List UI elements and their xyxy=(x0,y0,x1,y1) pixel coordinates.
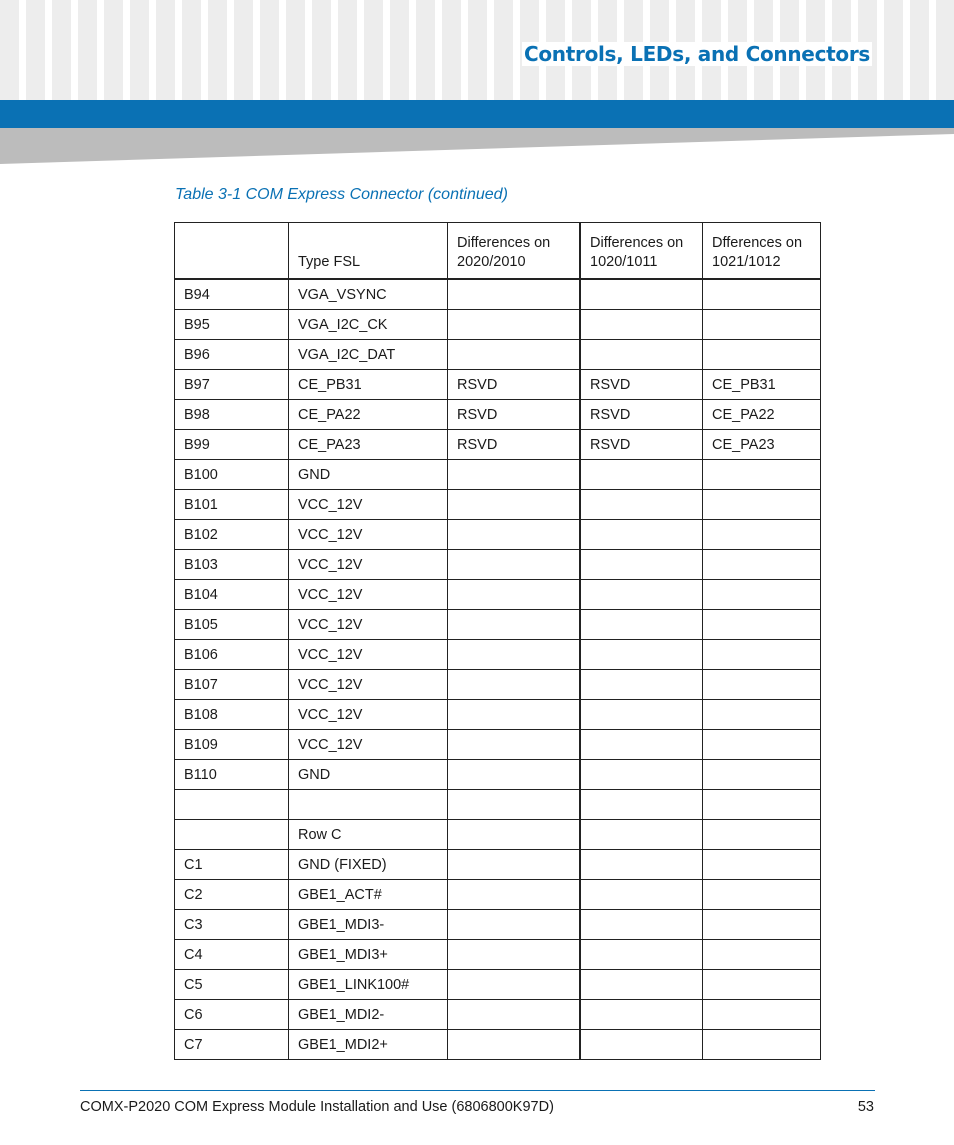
cell-pin: B107 xyxy=(175,670,289,700)
cell-diff-1020 xyxy=(580,490,703,520)
header-blue-bar xyxy=(0,100,954,128)
cell-type: VCC_12V xyxy=(289,640,448,670)
cell-type: VCC_12V xyxy=(289,670,448,700)
cell-diff-1021 xyxy=(703,820,821,850)
cell-diff-1020 xyxy=(580,730,703,760)
cell-diff-2020: RSVD xyxy=(448,430,581,460)
cell-pin: B94 xyxy=(175,279,289,310)
cell-type: CE_PA23 xyxy=(289,430,448,460)
table-row xyxy=(175,370,821,400)
cell-diff-1021 xyxy=(703,580,821,610)
cell-type: GND xyxy=(289,760,448,790)
cell-pin: C4 xyxy=(175,940,289,970)
cell-type: GBE1_MDI2+ xyxy=(289,1030,448,1060)
cell-diff-2020 xyxy=(448,640,581,670)
cell-diff-1020 xyxy=(580,910,703,940)
table-row xyxy=(175,430,821,460)
cell-diff-1020: RSVD xyxy=(580,430,703,460)
cell-diff-1020 xyxy=(580,640,703,670)
cell-diff-1021 xyxy=(703,910,821,940)
connector-table xyxy=(174,222,821,1060)
header-cell-diff-1020: Differences on 1020/1011 xyxy=(580,223,703,280)
cell-diff-2020 xyxy=(448,550,581,580)
cell-pin: B108 xyxy=(175,700,289,730)
cell-type: Row C xyxy=(289,820,448,850)
cell-pin: B97 xyxy=(175,370,289,400)
header-cell-diff-1021: Dfferences on 1021/1012 xyxy=(703,223,821,280)
cell-diff-1020: RSVD xyxy=(580,370,703,400)
cell-diff-1020 xyxy=(580,310,703,340)
cell-diff-2020: RSVD xyxy=(448,400,581,430)
footer-title: COMX-P2020 COM Express Module Installation and Use (6806800K97D) xyxy=(80,1099,554,1115)
cell-diff-1021 xyxy=(703,700,821,730)
table-row xyxy=(175,910,821,940)
table-row xyxy=(175,310,821,340)
cell-pin: B103 xyxy=(175,550,289,580)
cell-type: VCC_12V xyxy=(289,610,448,640)
cell-type: VCC_12V xyxy=(289,490,448,520)
cell-pin: B104 xyxy=(175,580,289,610)
cell-diff-1020 xyxy=(580,340,703,370)
table-row xyxy=(175,730,821,760)
cell-pin: B102 xyxy=(175,520,289,550)
cell-diff-2020: RSVD xyxy=(448,370,581,400)
table-row xyxy=(175,550,821,580)
cell-type: CE_PA22 xyxy=(289,400,448,430)
header-cell-type: Type FSL xyxy=(289,223,448,280)
cell-diff-1020 xyxy=(580,670,703,700)
cell-diff-2020 xyxy=(448,730,581,760)
cell-diff-1020 xyxy=(580,970,703,1000)
cell-diff-2020 xyxy=(448,310,581,340)
table-row xyxy=(175,400,821,430)
cell-diff-2020 xyxy=(448,279,581,310)
cell-diff-1020 xyxy=(580,940,703,970)
cell-diff-1021 xyxy=(703,670,821,700)
table-row xyxy=(175,1000,821,1030)
cell-type: VCC_12V xyxy=(289,580,448,610)
table-row xyxy=(175,670,821,700)
cell-pin: B109 xyxy=(175,730,289,760)
cell-diff-1020 xyxy=(580,880,703,910)
cell-diff-2020 xyxy=(448,580,581,610)
cell-pin: C7 xyxy=(175,1030,289,1060)
cell-pin xyxy=(175,820,289,850)
cell-diff-2020 xyxy=(448,490,581,520)
table-row xyxy=(175,520,821,550)
table-row xyxy=(175,610,821,640)
cell-type: GND xyxy=(289,460,448,490)
table-row xyxy=(175,970,821,1000)
cell-diff-1020 xyxy=(580,520,703,550)
cell-diff-1020 xyxy=(580,820,703,850)
table-row xyxy=(175,340,821,370)
cell-diff-1020 xyxy=(580,760,703,790)
cell-diff-1021 xyxy=(703,490,821,520)
cell-diff-1020 xyxy=(580,1030,703,1060)
cell-diff-1020: RSVD xyxy=(580,400,703,430)
cell-diff-1021: CE_PA22 xyxy=(703,400,821,430)
cell-type: VGA_I2C_CK xyxy=(289,310,448,340)
cell-diff-1021 xyxy=(703,279,821,310)
cell-pin: B95 xyxy=(175,310,289,340)
cell-diff-2020 xyxy=(448,670,581,700)
table-row xyxy=(175,760,821,790)
cell-type: VCC_12V xyxy=(289,700,448,730)
cell-diff-2020 xyxy=(448,520,581,550)
cell-pin: B110 xyxy=(175,760,289,790)
cell-diff-2020 xyxy=(448,700,581,730)
cell-diff-1021: CE_PB31 xyxy=(703,370,821,400)
cell-diff-1021 xyxy=(703,340,821,370)
cell-type: GBE1_MDI3- xyxy=(289,910,448,940)
cell-pin: C6 xyxy=(175,1000,289,1030)
table-row xyxy=(175,460,821,490)
cell-diff-2020 xyxy=(448,1030,581,1060)
cell-type: GBE1_ACT# xyxy=(289,880,448,910)
table-row xyxy=(175,279,821,310)
cell-diff-1021 xyxy=(703,640,821,670)
cell-pin: B98 xyxy=(175,400,289,430)
table-row xyxy=(175,790,821,820)
table-row xyxy=(175,880,821,910)
table-caption: Table 3-1 COM Express Connector (continued) xyxy=(175,186,508,203)
cell-diff-1020 xyxy=(580,850,703,880)
cell-diff-1020 xyxy=(580,790,703,820)
cell-diff-1020 xyxy=(580,460,703,490)
cell-pin: C5 xyxy=(175,970,289,1000)
cell-diff-1020 xyxy=(580,279,703,310)
cell-pin: C2 xyxy=(175,880,289,910)
footer-rule xyxy=(80,1090,875,1091)
cell-diff-2020 xyxy=(448,850,581,880)
cell-type: VGA_VSYNC xyxy=(289,279,448,310)
cell-pin: B100 xyxy=(175,460,289,490)
cell-diff-1021 xyxy=(703,1000,821,1030)
cell-type: GBE1_MDI2- xyxy=(289,1000,448,1030)
cell-diff-1021 xyxy=(703,1030,821,1060)
cell-pin xyxy=(175,790,289,820)
cell-diff-1021 xyxy=(703,520,821,550)
cell-pin: C3 xyxy=(175,910,289,940)
cell-diff-2020 xyxy=(448,970,581,1000)
cell-type: CE_PB31 xyxy=(289,370,448,400)
table-row xyxy=(175,850,821,880)
cell-diff-1021 xyxy=(703,940,821,970)
cell-diff-1021: CE_PA23 xyxy=(703,430,821,460)
cell-diff-1020 xyxy=(580,1000,703,1030)
cell-diff-1021 xyxy=(703,760,821,790)
table-row xyxy=(175,940,821,970)
cell-pin: B96 xyxy=(175,340,289,370)
cell-diff-1021 xyxy=(703,730,821,760)
cell-diff-1021 xyxy=(703,550,821,580)
cell-diff-1020 xyxy=(580,610,703,640)
cell-type: VCC_12V xyxy=(289,520,448,550)
table-row xyxy=(175,1030,821,1060)
cell-diff-1020 xyxy=(580,580,703,610)
cell-type: GND (FIXED) xyxy=(289,850,448,880)
cell-pin: B105 xyxy=(175,610,289,640)
cell-diff-2020 xyxy=(448,820,581,850)
cell-diff-2020 xyxy=(448,880,581,910)
cell-diff-1021 xyxy=(703,850,821,880)
cell-type: GBE1_LINK100# xyxy=(289,970,448,1000)
cell-pin: B101 xyxy=(175,490,289,520)
page-number: 53 xyxy=(857,1099,874,1115)
table-row xyxy=(175,580,821,610)
cell-diff-1020 xyxy=(580,550,703,580)
header-cell-diff-2020: Differences on 2020/2010 xyxy=(448,223,581,280)
table-row xyxy=(175,490,821,520)
table-row xyxy=(175,700,821,730)
table-row xyxy=(175,640,821,670)
cell-diff-2020 xyxy=(448,910,581,940)
cell-diff-1020 xyxy=(580,700,703,730)
table-body xyxy=(175,279,821,1060)
cell-type: VGA_I2C_DAT xyxy=(289,340,448,370)
cell-diff-1021 xyxy=(703,460,821,490)
cell-type xyxy=(289,790,448,820)
cell-diff-1021 xyxy=(703,310,821,340)
cell-diff-1021 xyxy=(703,610,821,640)
cell-diff-1021 xyxy=(703,970,821,1000)
cell-diff-2020 xyxy=(448,1000,581,1030)
cell-diff-2020 xyxy=(448,760,581,790)
cell-diff-2020 xyxy=(448,790,581,820)
cell-diff-1021 xyxy=(703,790,821,820)
section-title: Controls, LEDs, and Connectors xyxy=(523,42,870,66)
cell-type: VCC_12V xyxy=(289,730,448,760)
header-grey-wedge xyxy=(0,128,954,164)
table-row xyxy=(175,820,821,850)
cell-type: VCC_12V xyxy=(289,550,448,580)
cell-diff-2020 xyxy=(448,460,581,490)
table-header-row xyxy=(175,223,821,280)
cell-diff-1021 xyxy=(703,880,821,910)
cell-pin: B99 xyxy=(175,430,289,460)
cell-pin: C1 xyxy=(175,850,289,880)
cell-diff-2020 xyxy=(448,340,581,370)
cell-type: GBE1_MDI3+ xyxy=(289,940,448,970)
cell-diff-2020 xyxy=(448,940,581,970)
cell-diff-2020 xyxy=(448,610,581,640)
cell-pin: B106 xyxy=(175,640,289,670)
header-cell-pin xyxy=(175,223,289,280)
